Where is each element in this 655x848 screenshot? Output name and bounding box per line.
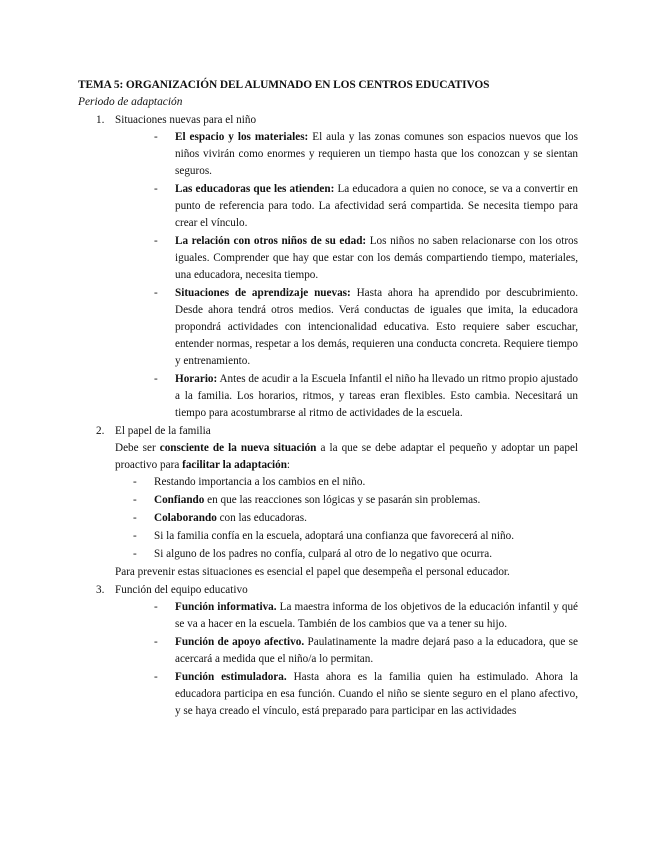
document-subtitle: Periodo de adaptación (78, 96, 183, 108)
section-2 (78, 423, 578, 581)
list-item (154, 669, 578, 720)
section-number: 2. (96, 425, 105, 437)
item-heading: Las educadoras que les atienden: (175, 183, 335, 195)
item-heading: Horario: (175, 373, 218, 385)
section-intro (115, 440, 578, 474)
item-text: con las educadoras. (216, 512, 307, 524)
item-heading: Función de apoyo afectivo. (175, 636, 305, 648)
bullet-dash: - (133, 476, 137, 488)
bullet-dash: - (154, 287, 158, 299)
bullet-list (154, 599, 578, 720)
document-title: TEMA 5: ORGANIZACIÓN DEL ALUMNADO EN LOS CENTROS EDUCATIVOS (78, 79, 490, 91)
item-text: La maestra informa de los objetivos de la educación infantil y qué se va a hacer en la escuela. También de los cambios que va a tener su hijo. (175, 601, 578, 630)
list-item (154, 129, 578, 180)
item-heading: Confiando (154, 494, 205, 506)
bullet-dash: - (133, 530, 137, 542)
intro-text: Debe ser (115, 442, 160, 454)
item-text: Los niños no saben relacionarse con los otros iguales. Comprender que hay que estar con los demás compartiendo tiempo, materiales, una educadora, necesita tiempo. (175, 235, 578, 281)
list-item (154, 285, 578, 370)
item-text: Si alguno de los padres no confía, culpará al otro de lo negativo que ocurra. (154, 548, 493, 560)
section-1 (78, 112, 578, 422)
list-item (154, 599, 578, 633)
item-text: en que las reacciones son lógicas y se pasarán sin problemas. (204, 494, 481, 506)
list-item (154, 634, 578, 668)
section-title: Función del equipo educativo (115, 584, 248, 596)
document-page (78, 77, 578, 721)
list-item (154, 371, 578, 422)
item-heading: Función estimuladora. (175, 671, 287, 683)
item-text: Restando importancia a los cambios en el niño. (154, 476, 366, 488)
intro-text: : (286, 459, 291, 471)
list-item (133, 528, 578, 545)
list-item (154, 181, 578, 232)
item-text: Antes de acudir a la Escuela Infantil el niño ha llevado un ritmo propio ajustado a la familia. Los horarios, ritmos, y tareas eran flexibles. Esto cambia. Necesitará un tiempo para acostumbrarse al ritmo de actividades de la escuela. (175, 373, 578, 419)
list-item (133, 492, 578, 509)
bullet-dash: - (133, 548, 137, 560)
list-item (133, 510, 578, 527)
item-text: Si la familia confía en la escuela, adoptará una confianza que favorecerá al niño. (154, 530, 514, 542)
intro-emphasis: facilitar la adaptación (182, 459, 287, 471)
item-text: Hasta ahora es la familia quien ha estimulado. Ahora la educadora participa en esa función. Cuando el niño se siente seguro en el plano afectivo, y se haya creado el vínculo, está preparado para participar en las actividades (175, 671, 578, 717)
bullet-dash: - (133, 494, 137, 506)
bullet-dash: - (154, 373, 158, 385)
item-heading: La relación con otros niños de su edad: (175, 235, 367, 247)
bullet-list (133, 474, 578, 563)
item-heading: El espacio y los materiales: (175, 131, 309, 143)
item-text: La educadora a quien no conoce, se va a convertir en punto de referencia para todo. La afectividad será compartida. Se necesita tiempo para crear el vínculo. (175, 183, 579, 229)
intro-text: a la que se debe adaptar el pequeño y adoptar un papel proactivo para (115, 442, 579, 471)
item-text: Paulatinamente la madre dejará paso a la educadora, que se acercará a medida que el niño/a lo permitan. (175, 636, 578, 665)
section-number: 1. (96, 114, 105, 126)
bullet-dash: - (133, 512, 137, 524)
bullet-dash: - (154, 235, 158, 247)
bullet-dash: - (154, 183, 158, 195)
item-heading: Colaborando (154, 512, 217, 524)
bullet-dash: - (154, 671, 158, 683)
section-outro: Para prevenir estas situaciones es esencial el papel que desempeña el personal educador. (115, 566, 510, 578)
list-item (154, 233, 578, 284)
section-number: 3. (96, 584, 105, 596)
bullet-dash: - (154, 636, 158, 648)
intro-emphasis: consciente de la nueva situación (159, 442, 317, 454)
section-3 (78, 582, 578, 720)
section-title: Situaciones nuevas para el niño (115, 114, 257, 126)
bullet-dash: - (154, 601, 158, 613)
item-heading: Situaciones de aprendizaje nuevas: (175, 287, 351, 299)
bullet-dash: - (154, 131, 158, 143)
bullet-list (154, 129, 578, 422)
item-text: Hasta ahora ha aprendido por descubrimiento. Desde ahora tendrá otros medios. Verá conductas de iguales que imita, la educadora propondrá actividades con intencionalidad educativa. Esto requiere saber escuchar, entender normas, respetar a los demás, requieren una conducta concreta. Requiere tiempo y entrenamiento. (175, 287, 578, 367)
item-heading: Función informativa. (175, 601, 277, 613)
section-title: El papel de la familia (115, 425, 211, 437)
item-text: El aula y las zonas comunes son espacios nuevos que los niños vivirán como enormes y requieren un tiempo hasta que los conozcan y se sientan seguros. (175, 131, 578, 177)
list-item (133, 546, 578, 563)
list-item (133, 474, 578, 491)
